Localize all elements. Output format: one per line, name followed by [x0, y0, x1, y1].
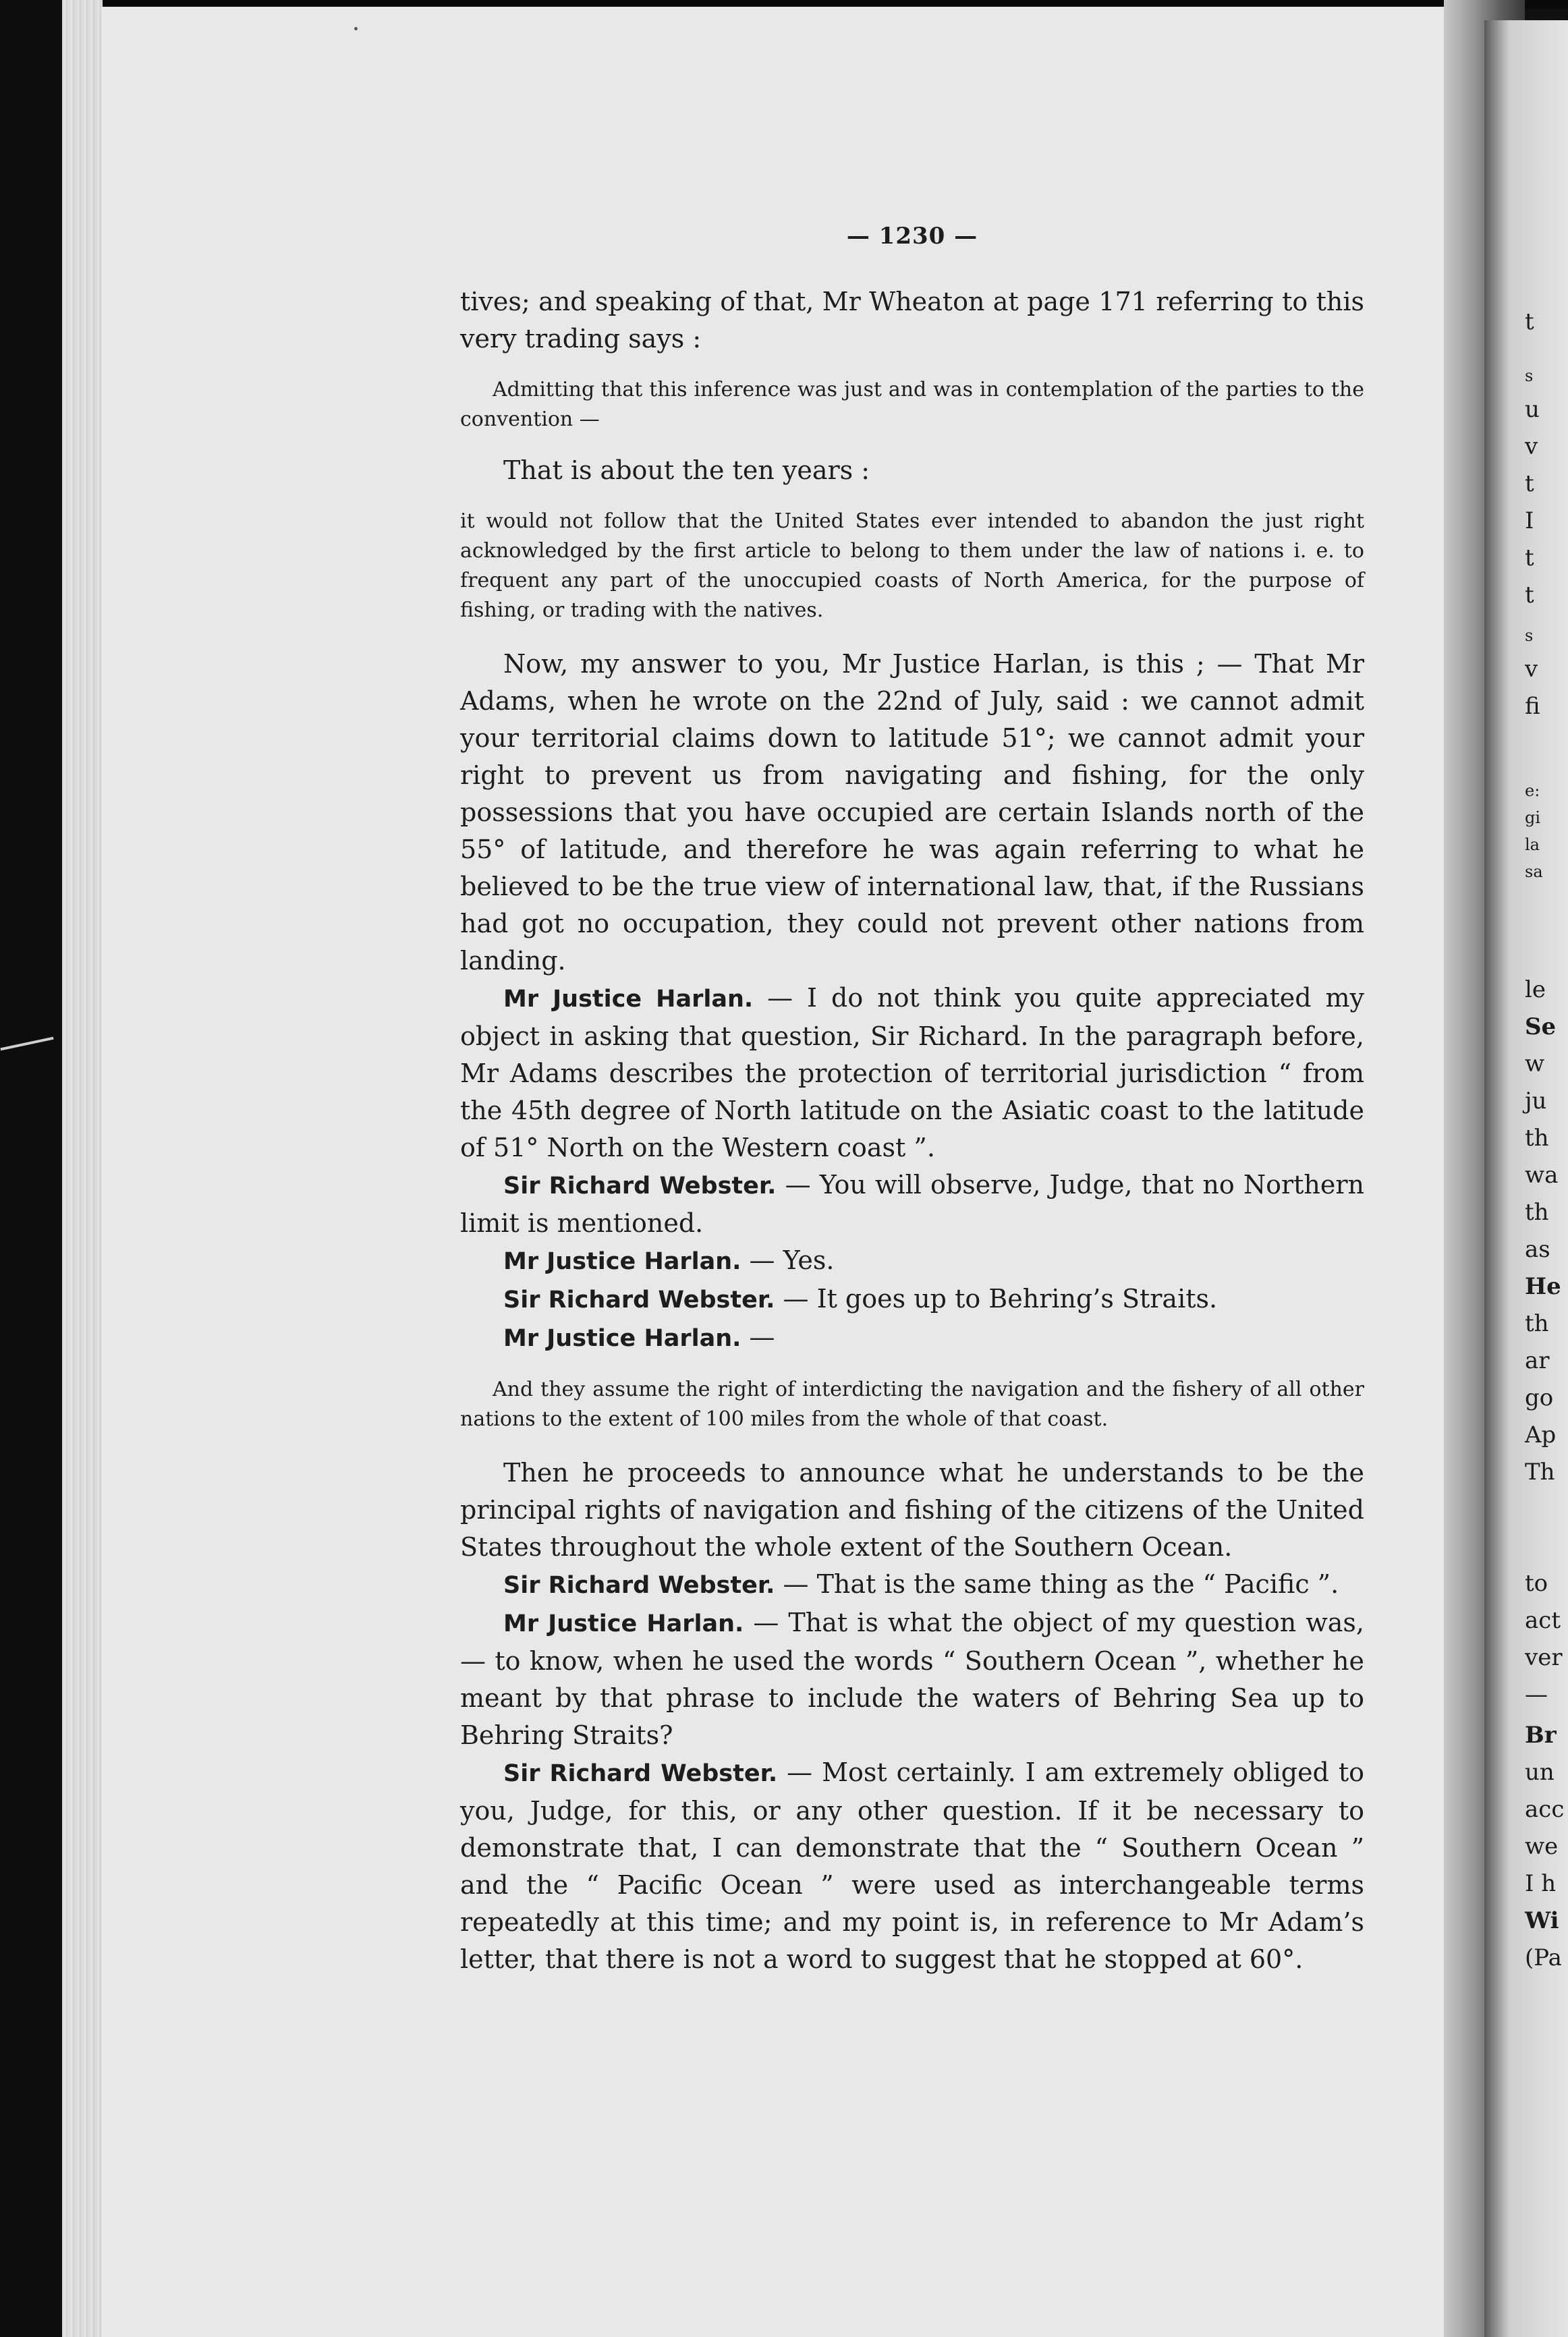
facing-fragment: Ap	[1525, 1421, 1557, 1448]
facing-fragment: ju	[1525, 1088, 1547, 1115]
speech-text: — You will observe, Judge, that no Northern limit is mentioned.	[460, 1170, 1364, 1238]
facing-fragment: la	[1525, 835, 1540, 854]
paragraph: Then he proceeds to announce what he understands to be the principal rights of navigation and fishing of the citizens of the United States throughout the whole extent of the Southern Ocean.	[460, 1458, 1364, 1562]
facing-fragment: go	[1525, 1384, 1554, 1411]
block-quote: And they assume the right of interdicting the navigation and the fishery of all other nations to the extent of 100 miles from the whole of that coast.	[460, 1378, 1364, 1431]
speaker-name: Sir Richard Webster.	[503, 1572, 775, 1599]
block-quote: it would not follow that the United States ever intended to abandon the just right acknowledged by the first article to belong to them under the law of nations i. e. to frequent any part of the unoccupied coasts of North America, for the purpose of fishing, or trading with the natives.	[460, 509, 1364, 622]
facing-fragment: w	[1525, 1050, 1545, 1077]
speck-mark	[354, 27, 358, 30]
facing-fragment: wa	[1525, 1162, 1559, 1189]
dialogue-turn	[460, 1754, 1364, 1978]
facing-fragment: t	[1525, 470, 1534, 497]
dialogue-turn	[460, 1242, 1364, 1280]
dialogue-turn	[460, 1566, 1364, 1604]
facing-fragment: gi	[1525, 808, 1541, 827]
facing-fragment: Th	[1525, 1459, 1555, 1486]
dialogue-turn	[460, 1280, 1364, 1319]
facing-fragment: e:	[1525, 781, 1540, 800]
block-quote: Admitting that this inference was just and was in contemplation of the parties to the convention —	[460, 378, 1364, 431]
facing-fragment: ver	[1525, 1644, 1563, 1671]
facing-page-fragment	[1484, 20, 1568, 2337]
speech-text: — That is the same thing as the “ Pacific ”.	[775, 1569, 1339, 1599]
facing-fragment: as	[1525, 1236, 1550, 1263]
facing-fragment: t	[1525, 544, 1534, 571]
facing-fragment: t	[1525, 582, 1534, 609]
facing-fragment: to	[1525, 1570, 1548, 1597]
facing-fragment: sa	[1525, 862, 1543, 881]
speaker-name: Sir Richard Webster.	[503, 1173, 777, 1200]
facing-fragment: le	[1525, 976, 1546, 1003]
dialogue-turn	[460, 1604, 1364, 1754]
facing-fragment: v	[1525, 433, 1538, 460]
speaker-name: Sir Richard Webster.	[503, 1760, 778, 1787]
speech-text: — Yes.	[741, 1245, 835, 1275]
page-text-block	[460, 223, 1364, 1978]
speech-text: — That is what the object of my question was, — to know, when he used the words “ Southern Ocean ”, whether he meant by that phrase to include the waters of Behring Sea up to Behring Straits?	[460, 1608, 1364, 1750]
facing-fragment: Se	[1525, 1013, 1557, 1040]
dialogue-turn	[460, 1319, 1364, 1357]
paragraph: tives; and speaking of that, Mr Wheaton at page 171 referring to this very trading says :	[460, 287, 1364, 354]
facing-fragment: Br	[1525, 1722, 1557, 1749]
facing-fragment: ar	[1525, 1347, 1550, 1374]
speaker-name: Mr Justice Harlan.	[503, 986, 754, 1013]
speaker-name: Sir Richard Webster.	[503, 1287, 775, 1314]
facing-fragment: —	[1525, 1681, 1548, 1708]
speech-text: — Most certainly. I am extremely obliged to you, Judge, for this, or any other question. If it be necessary to demonstrate that, I can demonstrate that the “ Southern Ocean ” and the “ Pacific Ocean ” were used as interchangeable terms repeatedly at this time; and my point is, in reference to Mr Adam’s letter, that there is not a word to suggest that he stopped at 60°.	[460, 1757, 1364, 1974]
speaker-name: Mr Justice Harlan.	[503, 1610, 744, 1637]
dialogue-turn	[460, 1166, 1364, 1242]
facing-fragment: we	[1525, 1833, 1559, 1860]
facing-fragment: th	[1525, 1125, 1549, 1152]
facing-fragment: acc	[1525, 1796, 1565, 1823]
facing-fragment: I	[1525, 507, 1534, 534]
book-page-edges	[62, 0, 103, 2337]
speech-text: —	[741, 1322, 775, 1352]
page-number: — 1230 —	[846, 223, 978, 250]
dialogue-turn	[460, 980, 1364, 1166]
facing-fragment: act	[1525, 1607, 1561, 1634]
facing-fragment: He	[1525, 1273, 1561, 1300]
paragraph: Now, my answer to you, Mr Justice Harlan, is this ; — That Mr Adams, when he wrote on the 22nd of July, said : we cannot admit your territorial claims down to latitude 51°; we cannot admit your right to prevent us from navigating and fishing, for the only possessions that you have occupied are certain Islands north of the 55° of latitude, and therefore he was again referring to what he believed to be the true view of international law, that, if the Russians had got no occupation, they could not prevent other nations from landing.	[460, 649, 1364, 976]
facing-fragment: Wi	[1525, 1907, 1559, 1934]
speaker-name: Mr Justice Harlan.	[503, 1325, 741, 1352]
speaker-name: Mr Justice Harlan.	[503, 1248, 741, 1275]
facing-fragment: th	[1525, 1199, 1549, 1226]
speech-text: — It goes up to Behring’s Straits.	[775, 1284, 1218, 1314]
facing-fragment: s	[1525, 366, 1534, 385]
facing-fragment: v	[1525, 656, 1538, 683]
facing-fragment: fi	[1525, 693, 1540, 720]
speech-text: — I do not think you quite appreciated my object in asking that question, Sir Richard. In the paragraph before, Mr Adams describes the protection of territorial jurisdiction “ from the 45th degree of North latitude on the Asiatic coast to the latitude of 51° North on the Western coast ”.	[460, 983, 1364, 1162]
facing-fragment: th	[1525, 1310, 1549, 1337]
facing-fragment: s	[1525, 626, 1534, 645]
paragraph: That is about the ten years :	[503, 455, 870, 485]
facing-fragment: I h	[1525, 1870, 1557, 1897]
facing-fragment: u	[1525, 396, 1540, 423]
facing-fragment: (Pa	[1525, 1944, 1562, 1971]
facing-fragment: t	[1525, 308, 1534, 335]
scan-left-border	[0, 0, 67, 2337]
facing-fragment: un	[1525, 1759, 1555, 1786]
